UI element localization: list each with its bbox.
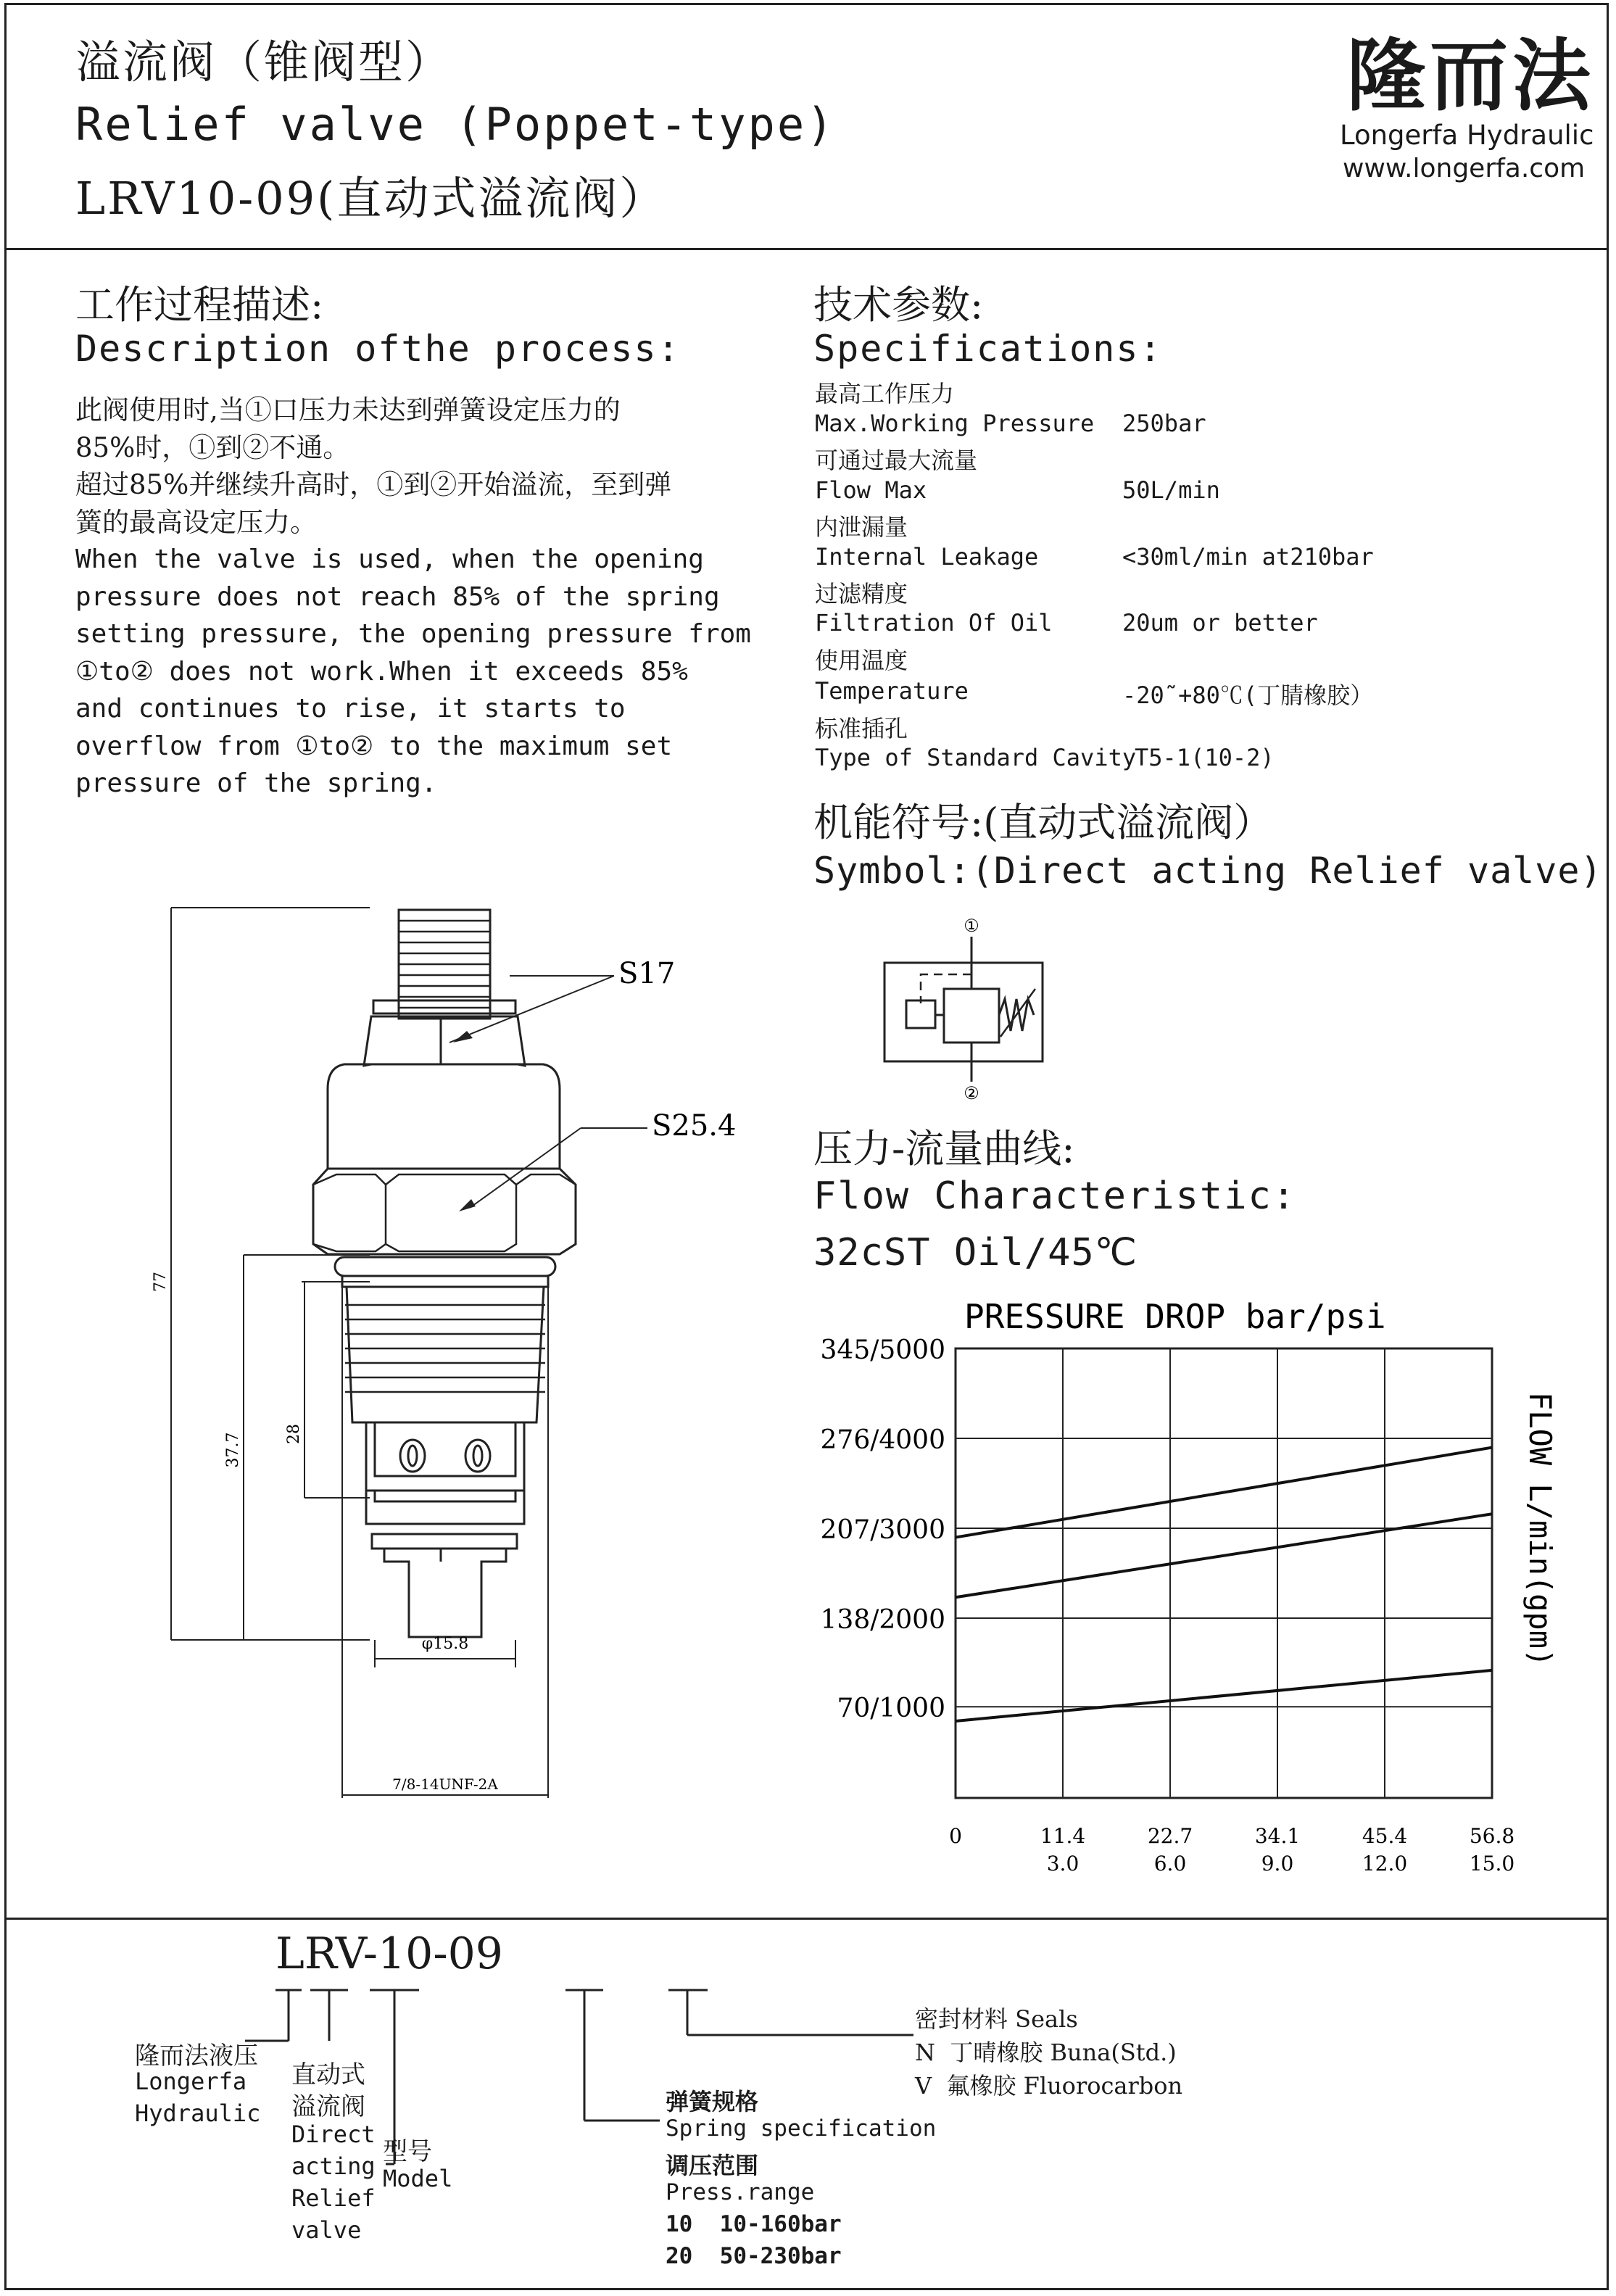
order-type-en-line: acting [291, 2152, 376, 2180]
spec-cn: 标准插孔 [815, 715, 908, 742]
chart-right-axis-label: FLOW L/min(gpm) [1522, 1392, 1558, 1667]
label-s17: S17 [618, 957, 676, 990]
port-2-label: ② [964, 1083, 979, 1102]
chart-x-tick-label: 0 [949, 1824, 962, 1848]
chart-series [956, 1448, 1492, 1721]
spec-value: 20um or better [1122, 609, 1318, 637]
order-press-en: Press.range [666, 2179, 815, 2205]
chart-title: PRESSURE DROP bar/psi [964, 1297, 1386, 1336]
symbol-heading-en: Symbol:(Direct acting Relief valve) [813, 850, 1603, 892]
description-heading-en: Description ofthe process: [75, 328, 681, 370]
chart-y-tick-label: 345/5000 [820, 1335, 945, 1365]
chart-x-tick-label-gpm: 15.0 [1469, 1852, 1515, 1876]
description-line: and continues to rise, it starts to [75, 694, 626, 724]
order-code-leaders [130, 1983, 928, 2200]
order-type-cn-2: 溢流阀 [291, 2092, 365, 2121]
order-type-en-line: Direct [291, 2121, 376, 2148]
chart-series-line [956, 1514, 1492, 1597]
spec-label: Type of Standard Cavity [815, 744, 1137, 771]
dim-37-7: 37.7 [224, 1432, 242, 1468]
chart-y-tick-label: 70/1000 [837, 1694, 945, 1724]
order-type-en-line: Relief [291, 2184, 376, 2212]
order-seals-title: 密封材料 Seals [915, 2005, 1078, 2033]
brand-website: www.longerfa.com [1343, 154, 1586, 183]
order-press-row: 20 50-230bar [666, 2243, 842, 2269]
relief-valve-symbol [870, 913, 1058, 1102]
brand-logo: 隆而法 [1347, 31, 1596, 122]
spec-label: Flow Max [815, 476, 927, 504]
description-line: 超过85%并继续升高时，①到②开始溢流，至到弹 [75, 469, 672, 500]
description-line: When the valve is used, when the opening [75, 544, 704, 574]
specs-heading-en: Specifications: [813, 328, 1163, 370]
header-divider [4, 248, 1609, 250]
description-line: overflow from ①to② to the maximum set [75, 731, 673, 761]
spec-value: T5-1(10-2) [1135, 744, 1275, 771]
chart-x-tick-label-gpm: 3.0 [1046, 1852, 1080, 1876]
chart-x-tick-label: 34.1 [1254, 1824, 1301, 1848]
spec-label: Max.Working Pressure [815, 410, 1095, 437]
order-model-en: Model [383, 2165, 453, 2192]
order-brand-en-1: Longerfa [135, 2068, 247, 2095]
dim-thread: 7/8-14UNF-2A [392, 1775, 498, 1793]
description-line: ①to② does not work.When it exceeds 85% [75, 656, 688, 687]
specs-heading-cn: 技术参数: [813, 282, 984, 328]
spec-value: -20˜+80℃(丁腈橡胶） [1122, 681, 1374, 709]
spec-cn: 使用温度 [815, 647, 908, 674]
chart-y-tick-label: 276/4000 [820, 1425, 945, 1455]
chart-x-tick-label-gpm: 12.0 [1362, 1852, 1408, 1876]
order-press-cn: 调压范围 [666, 2152, 759, 2179]
brand-name: Longerfa Hydraulic [1340, 120, 1594, 151]
label-s25-4: S25.4 [652, 1109, 737, 1143]
order-type-en-line: valve [291, 2216, 362, 2244]
title-cn: 溢流阀（锥阀型） [75, 36, 453, 88]
chart-y-tick-label: 138/2000 [820, 1605, 945, 1635]
spec-cn: 最高工作压力 [815, 380, 955, 407]
spec-value: 50L/min [1122, 476, 1220, 504]
pressure-flow-chart [797, 1290, 1595, 1885]
description-line: setting pressure, the opening pressure from [75, 619, 751, 649]
spec-cn: 过滤精度 [815, 580, 908, 608]
order-spring-en: Spring specification [666, 2115, 937, 2142]
order-press-row: 10 10-160bar [666, 2211, 842, 2237]
description-line: pressure of the spring. [75, 768, 437, 798]
chart-y-tick-label: 207/3000 [820, 1515, 945, 1545]
order-type-cn-1: 直动式 [291, 2060, 365, 2089]
description-line: 85%时，①到②不通。 [75, 431, 350, 463]
dim-28: 28 [285, 1424, 303, 1444]
chart-x-tick-label-gpm: 6.0 [1153, 1852, 1187, 1876]
chart-grid [956, 1348, 1492, 1798]
order-seals-row: N 丁晴橡胶 Buna(Std.) [915, 2039, 1177, 2066]
chart-x-tick-label: 45.4 [1362, 1824, 1408, 1848]
order-spring-cn: 弹簧规格 [666, 2088, 759, 2115]
order-brand-en-2: Hydraulic [135, 2100, 261, 2127]
order-type-en [291, 2118, 376, 2246]
spec-label: Internal Leakage [815, 543, 1039, 571]
order-model-cn: 型号 [383, 2137, 432, 2166]
order-seals-row: V 氟橡胶 Fluorocarbon [915, 2072, 1183, 2100]
symbol-heading-cn: 机能符号:(直动式溢流阀） [813, 800, 1273, 845]
chart-series-line [956, 1670, 1492, 1721]
chart-series-line [956, 1448, 1492, 1538]
flow-oil: 32cST Oil/45℃ [813, 1231, 1138, 1275]
valve-cross-section-drawing [130, 899, 768, 1820]
description-heading-cn: 工作过程描述: [75, 282, 324, 328]
spec-label: Temperature [815, 677, 969, 705]
spec-label: Filtration Of Oil [815, 609, 1053, 637]
spec-cn: 可通过最大流量 [815, 447, 978, 474]
chart-x-tick-label-gpm: 9.0 [1261, 1852, 1294, 1876]
flow-heading-cn: 压力-流量曲线: [813, 1126, 1075, 1172]
order-code: LRV-10-09 [275, 1928, 503, 1979]
description-body [75, 391, 757, 803]
title-en: Relief valve (Poppet-type) [75, 98, 836, 151]
port-1-label: ① [964, 916, 979, 936]
spec-value: 250bar [1122, 410, 1206, 437]
description-line: 簧的最高设定压力。 [75, 506, 317, 538]
dim-diameter: φ15.8 [421, 1635, 469, 1653]
chart-plot-frame [956, 1348, 1492, 1798]
description-line: 此阀使用时,当①口压力未达到弹簧设定压力的 [75, 394, 621, 426]
spec-value: <30ml/min at210bar [1122, 543, 1374, 571]
flow-heading-en: Flow Characteristic: [813, 1174, 1297, 1218]
chart-x-tick-label: 56.8 [1469, 1824, 1515, 1848]
title-model: LRV10-09(直动式溢流阀） [75, 172, 667, 225]
chart-x-tick-label: 11.4 [1040, 1824, 1086, 1848]
description-line: pressure does not reach 85% of the spring [75, 581, 720, 612]
chart-x-tick-label: 22.7 [1147, 1824, 1193, 1848]
order-brand-cn: 隆而法液压 [135, 2042, 258, 2071]
spec-cn: 内泄漏量 [815, 513, 908, 541]
dim-77: 77 [152, 1272, 170, 1292]
footer-divider [4, 1918, 1609, 1920]
